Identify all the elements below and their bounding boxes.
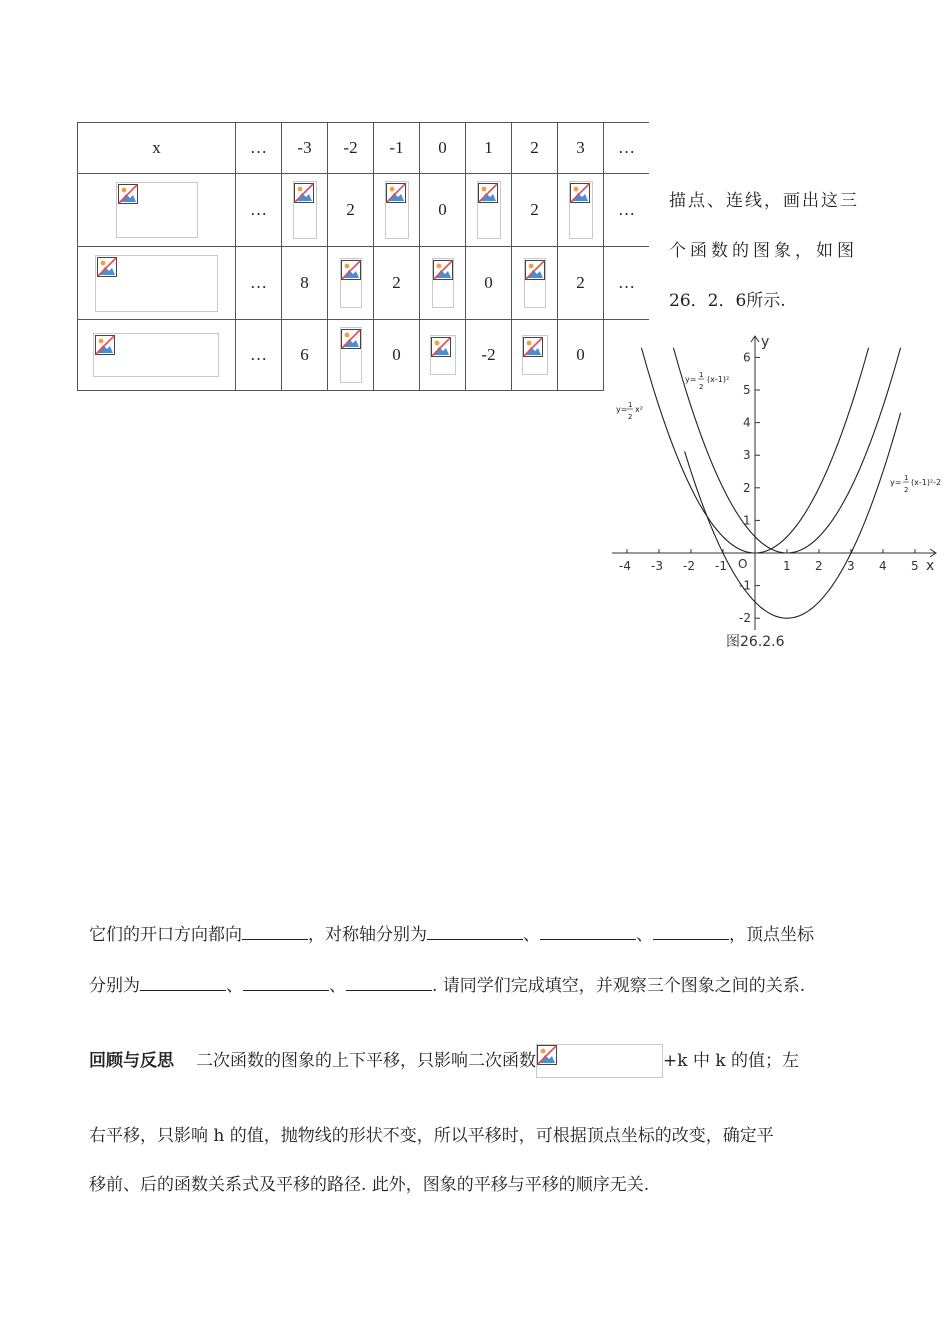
table-cell: 6 xyxy=(282,320,328,391)
broken-image-icon xyxy=(95,255,218,312)
svg-text:2: 2 xyxy=(904,486,909,494)
answer-blank[interactable] xyxy=(140,974,226,991)
table-cell: 0 xyxy=(374,320,420,391)
fill-in-paragraph-line2: 分别为 、 、 . 请同学们完成填空，并观察三个图象之间的关系. xyxy=(89,976,806,996)
svg-text:(x-1)²: (x-1)² xyxy=(707,375,730,384)
x-tick-label: -4 xyxy=(619,559,631,573)
table-cell xyxy=(328,247,374,320)
x-tick-label: 2 xyxy=(815,559,823,573)
review-line3: 移前、后的函数关系式及平移的路径. 此外，图象的平移与平移的顺序无关. xyxy=(89,1175,650,1195)
table-cell: 8 xyxy=(282,247,328,320)
table-cell: -3 xyxy=(282,123,328,174)
answer-blank[interactable] xyxy=(243,974,329,991)
table-cell: 2 xyxy=(512,123,558,174)
svg-text:(x-1)²-2: (x-1)²-2 xyxy=(911,478,942,487)
table-cell xyxy=(282,174,328,247)
answer-blank[interactable] xyxy=(427,923,523,940)
svg-text:1: 1 xyxy=(699,371,704,379)
table-row xyxy=(78,123,650,174)
table-cell xyxy=(328,320,374,391)
table-cell: 0 xyxy=(420,123,466,174)
table-cell: x xyxy=(78,123,236,174)
curve-half-x-minus-1-squared-minus-2 xyxy=(685,413,901,618)
table-cell: -2 xyxy=(466,320,512,391)
table-cell: 1 xyxy=(466,123,512,174)
table-cell xyxy=(512,247,558,320)
x-axis-letter: x xyxy=(926,558,935,574)
answer-blank[interactable] xyxy=(242,923,308,940)
table-cell: 0 xyxy=(558,320,604,391)
origin-label: O xyxy=(738,557,748,571)
table-cell: 2 xyxy=(558,247,604,320)
curve-label-c xyxy=(890,474,941,494)
svg-text:x²: x² xyxy=(635,405,643,414)
table-cell xyxy=(78,247,236,320)
table-cell: 3 xyxy=(558,123,604,174)
table-cell: … xyxy=(604,247,650,320)
table-cell xyxy=(466,174,512,247)
table-cell: … xyxy=(236,123,282,174)
answer-blank[interactable] xyxy=(540,923,636,940)
svg-text:y=: y= xyxy=(890,478,902,487)
table-cell xyxy=(558,174,604,247)
broken-image-icon xyxy=(340,327,362,383)
y-tick-label: 2 xyxy=(743,480,751,495)
broken-image-icon xyxy=(116,182,198,238)
review-line1: 回顾与反思 二次函数的图象的上下平移，只影响二次函数 +k 中 k 的值；左 xyxy=(89,1044,799,1078)
y-axis-letter: y xyxy=(761,334,770,350)
x-tick-label: 4 xyxy=(879,559,887,573)
y-tick-label: 3 xyxy=(743,448,751,463)
broken-image-icon xyxy=(477,181,501,239)
y-tick-label: -2 xyxy=(739,611,751,626)
x-tick-label: -3 xyxy=(651,559,663,573)
broken-image-icon xyxy=(430,335,456,375)
broken-image-icon xyxy=(385,181,409,239)
x-tick-label: 1 xyxy=(783,559,791,573)
y-tick-label: 4 xyxy=(743,415,751,430)
fill-in-paragraph-line1: 它们的开口方向都向 ，对称轴分别为 、 、 ，顶点坐标 xyxy=(89,925,814,945)
svg-text:1: 1 xyxy=(628,401,633,409)
x-tick-label: 5 xyxy=(911,559,919,573)
table-cell: … xyxy=(236,174,282,247)
table-cell xyxy=(420,320,466,391)
table-cell xyxy=(78,174,236,247)
table-row xyxy=(78,174,650,247)
table-cell xyxy=(420,247,466,320)
x-tick-label: -2 xyxy=(683,559,695,573)
table-cell: 2 xyxy=(512,174,558,247)
svg-text:y=: y= xyxy=(616,405,628,414)
broken-image-icon xyxy=(293,181,317,239)
values-table xyxy=(77,122,649,391)
side-text-line: 26．2．6所示. xyxy=(669,291,786,311)
svg-text:1: 1 xyxy=(904,474,909,482)
table-cell: … xyxy=(604,174,650,247)
table-cell: … xyxy=(604,123,650,174)
svg-text:y=: y= xyxy=(685,375,697,384)
parabola-figure xyxy=(612,330,942,655)
table-cell: 2 xyxy=(374,247,420,320)
review-title: 回顾与反思 xyxy=(89,1051,174,1071)
broken-image-icon xyxy=(93,333,219,377)
figure-caption: 图26.2.6 xyxy=(726,634,785,650)
x-tick-label: -1 xyxy=(715,559,727,573)
table-cell xyxy=(78,320,236,391)
answer-blank[interactable] xyxy=(653,923,729,940)
broken-image-icon xyxy=(340,258,362,308)
table-cell: -2 xyxy=(328,123,374,174)
curve-label-a xyxy=(616,401,643,421)
broken-image-icon xyxy=(432,258,454,308)
broken-image-icon xyxy=(524,258,546,308)
broken-image-icon xyxy=(522,335,548,375)
y-tick-label: 5 xyxy=(743,383,751,397)
svg-text:2: 2 xyxy=(699,383,704,391)
table-cell: 2 xyxy=(328,174,374,247)
x-tick-label: 3 xyxy=(847,559,855,573)
table-cell xyxy=(374,174,420,247)
broken-image-icon xyxy=(569,181,593,239)
broken-image-icon xyxy=(536,1044,663,1078)
review-line2: 右平移，只影响 h 的值，抛物线的形状不变，所以平移时，可根据顶点坐标的改变，确定平 xyxy=(89,1126,774,1146)
table-cell: … xyxy=(236,320,282,391)
y-tick-label: -1 xyxy=(739,578,751,593)
y-tick-label: 1 xyxy=(743,513,751,528)
table-cell xyxy=(512,320,558,391)
curve-label-b xyxy=(685,371,729,391)
answer-blank[interactable] xyxy=(346,974,432,991)
y-tick-label: 6 xyxy=(743,350,751,365)
table-row xyxy=(78,247,650,320)
table-row xyxy=(78,320,650,391)
table-cell: -1 xyxy=(374,123,420,174)
table-cell: 0 xyxy=(420,174,466,247)
table-cell: 0 xyxy=(466,247,512,320)
svg-text:2: 2 xyxy=(628,413,633,421)
table-cell: … xyxy=(236,247,282,320)
side-text-line: 描点、连线，画出这三 xyxy=(669,191,859,211)
side-text-line: 个函数的图象，如图 xyxy=(669,241,858,261)
